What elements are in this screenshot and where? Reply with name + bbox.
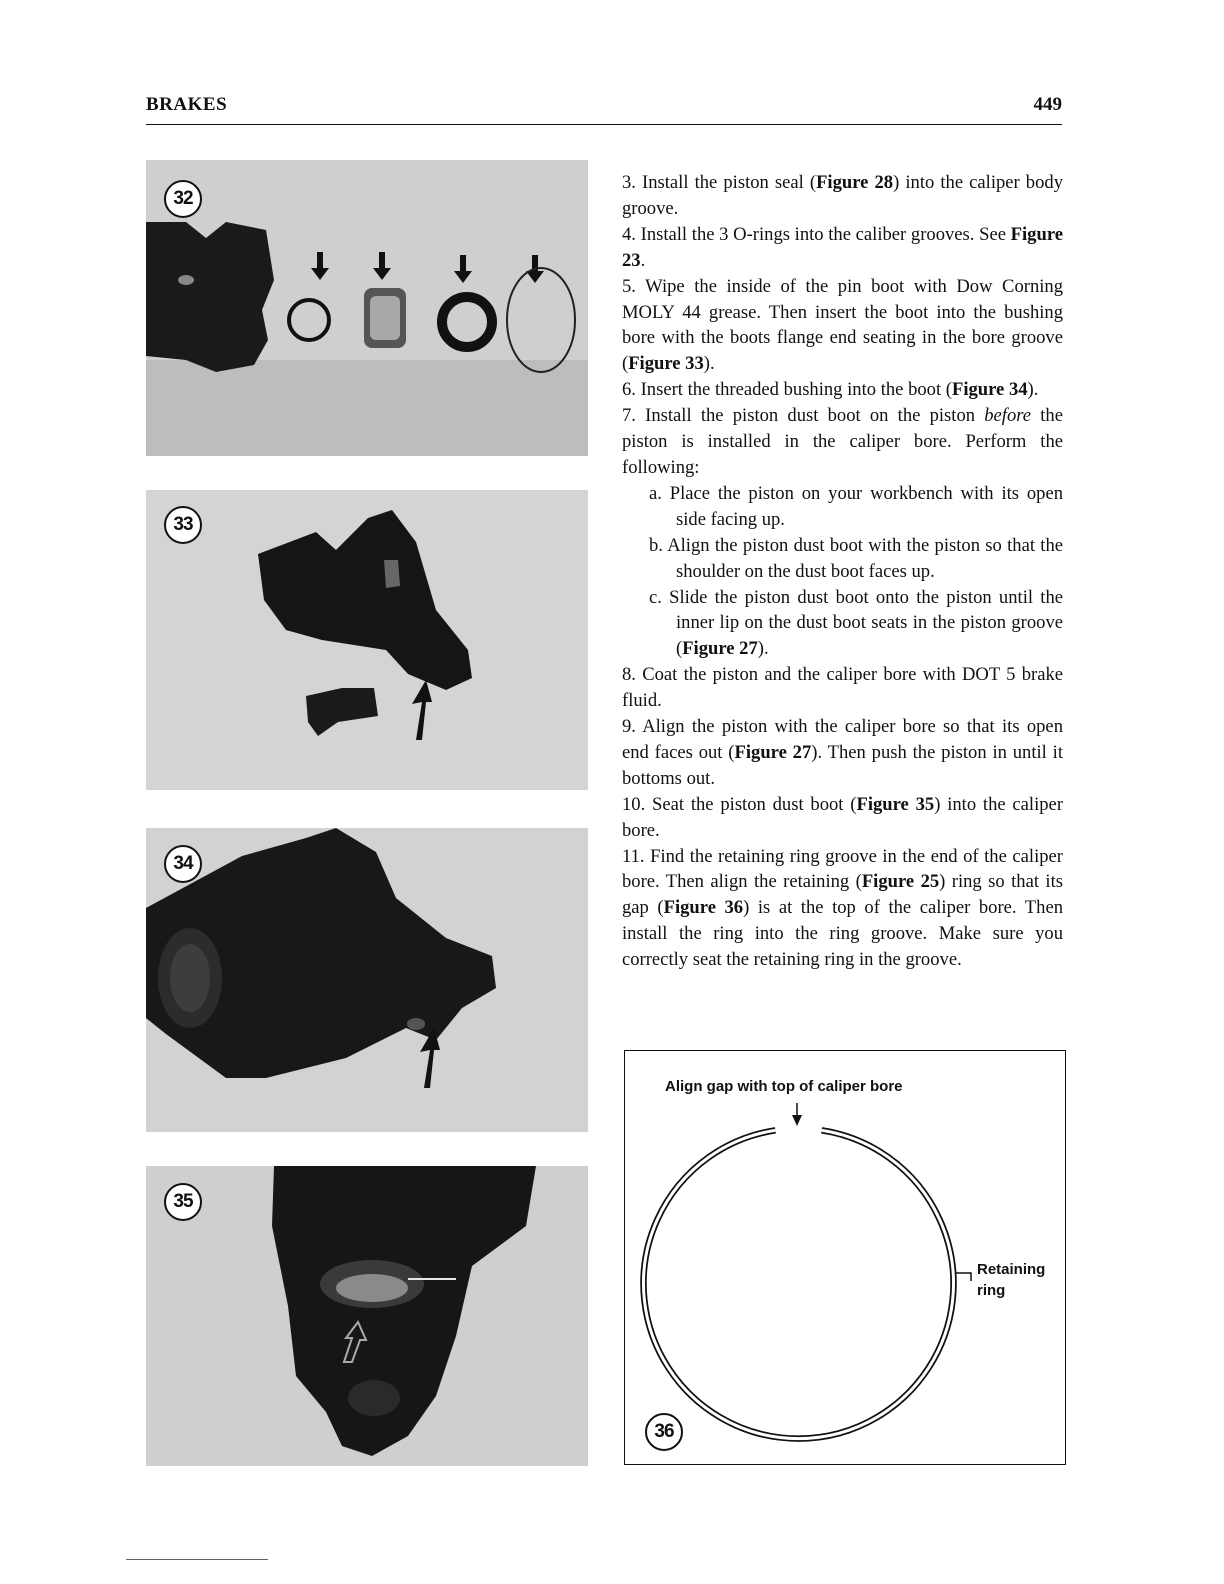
figure-ref: Figure 28 — [816, 172, 894, 193]
figure-34-photo — [146, 828, 588, 1132]
figure-ref: Figure 27 — [734, 741, 812, 763]
page-number: 449 — [1033, 94, 1062, 115]
retaining-ring-diagram — [625, 1051, 1065, 1464]
step-5: 5. Wipe the inside of the pin boot with Dow Corning MOLY 44 grease. Then insert the boot into the bushing bore with the boots flange end seating in the bore groove (Figure 33). — [622, 275, 1063, 375]
step-9: 9. Align the piston with the caliper bore so that its open end faces out (Figure 27). Then push the piston in until it bottoms out. — [622, 716, 1064, 789]
figure-ref: Figure 36 — [663, 897, 744, 919]
figure-number-34: 34 — [164, 845, 202, 883]
step-4: 4. Install the 3 O-rings into the caliber grooves. See Figure 23. — [622, 223, 1063, 271]
step-11: 11. Find the retaining ring groove in the end of the caliper bore. Then align the retaining (Figure 25) ring so that its gap (Figure 36) is at the top of the caliper bore. Then install the ring into the ring groove. Make sure you correctly seat the retaining ring in the groove. — [622, 845, 1064, 971]
page-header — [146, 94, 1062, 125]
retaining-ring-label: Retaining ring — [977, 1261, 1046, 1299]
step-7b: b. Align the piston dust boot with the piston so that the shoulder on the dust boot faces up. — [649, 534, 1063, 582]
figure-ref: Figure 34 — [951, 379, 1028, 401]
figure-number-33: 33 — [164, 506, 202, 544]
figure-35-photo — [146, 1166, 588, 1466]
figure-ref: Figure 35 — [856, 793, 935, 815]
step-6: 6. Insert the threaded bushing into the boot (Figure 34). — [622, 379, 1039, 401]
caliper-with-o-rings-and-bushing-photo — [146, 160, 588, 456]
figure-ref: Figure 27 — [682, 638, 758, 660]
section-title: BRAKES — [146, 94, 228, 115]
step-3: 3. Install the piston seal (Figure 28) into the caliper body groove. — [622, 172, 1063, 219]
figure-ref: Figure 33 — [628, 353, 704, 375]
step-7a: a. Place the piston on your workbench with its open side facing up. — [649, 482, 1063, 530]
figure-number-35: 35 — [164, 1183, 202, 1221]
step-7c: c. Slide the piston dust boot onto the piston until the inner lip on the dust boot seats in the piston groove (Figure 27). — [649, 586, 1063, 660]
footer-rule — [126, 1559, 268, 1560]
procedure-text — [622, 170, 1063, 973]
figure-32-photo — [146, 160, 588, 456]
step-8: 8. Coat the piston and the caliper bore with DOT 5 brake fluid. — [622, 664, 1063, 712]
caliper-with-pin-boot-photo — [146, 490, 588, 790]
piston-dust-boot-photo — [146, 1166, 588, 1466]
diagram-caption: Align gap with top of caliper bore — [665, 1078, 903, 1095]
figure-33-photo — [146, 490, 588, 790]
figure-36-diagram — [624, 1050, 1066, 1465]
figure-number-36: 36 — [645, 1413, 683, 1451]
step-10: 10. Seat the piston dust boot (Figure 35) into the caliper bore. — [622, 793, 1064, 841]
figure-number-32: 32 — [164, 180, 202, 218]
figure-ref: Figure 25 — [861, 871, 940, 893]
caliper-threaded-bushing-photo — [146, 828, 588, 1132]
figure-ref: Figure 23 — [622, 223, 1063, 271]
emphasis: before — [984, 405, 1032, 427]
step-7: 7. Install the piston dust boot on the piston before the piston is installed in the caliper bore. Perform the following: — [622, 405, 1063, 478]
